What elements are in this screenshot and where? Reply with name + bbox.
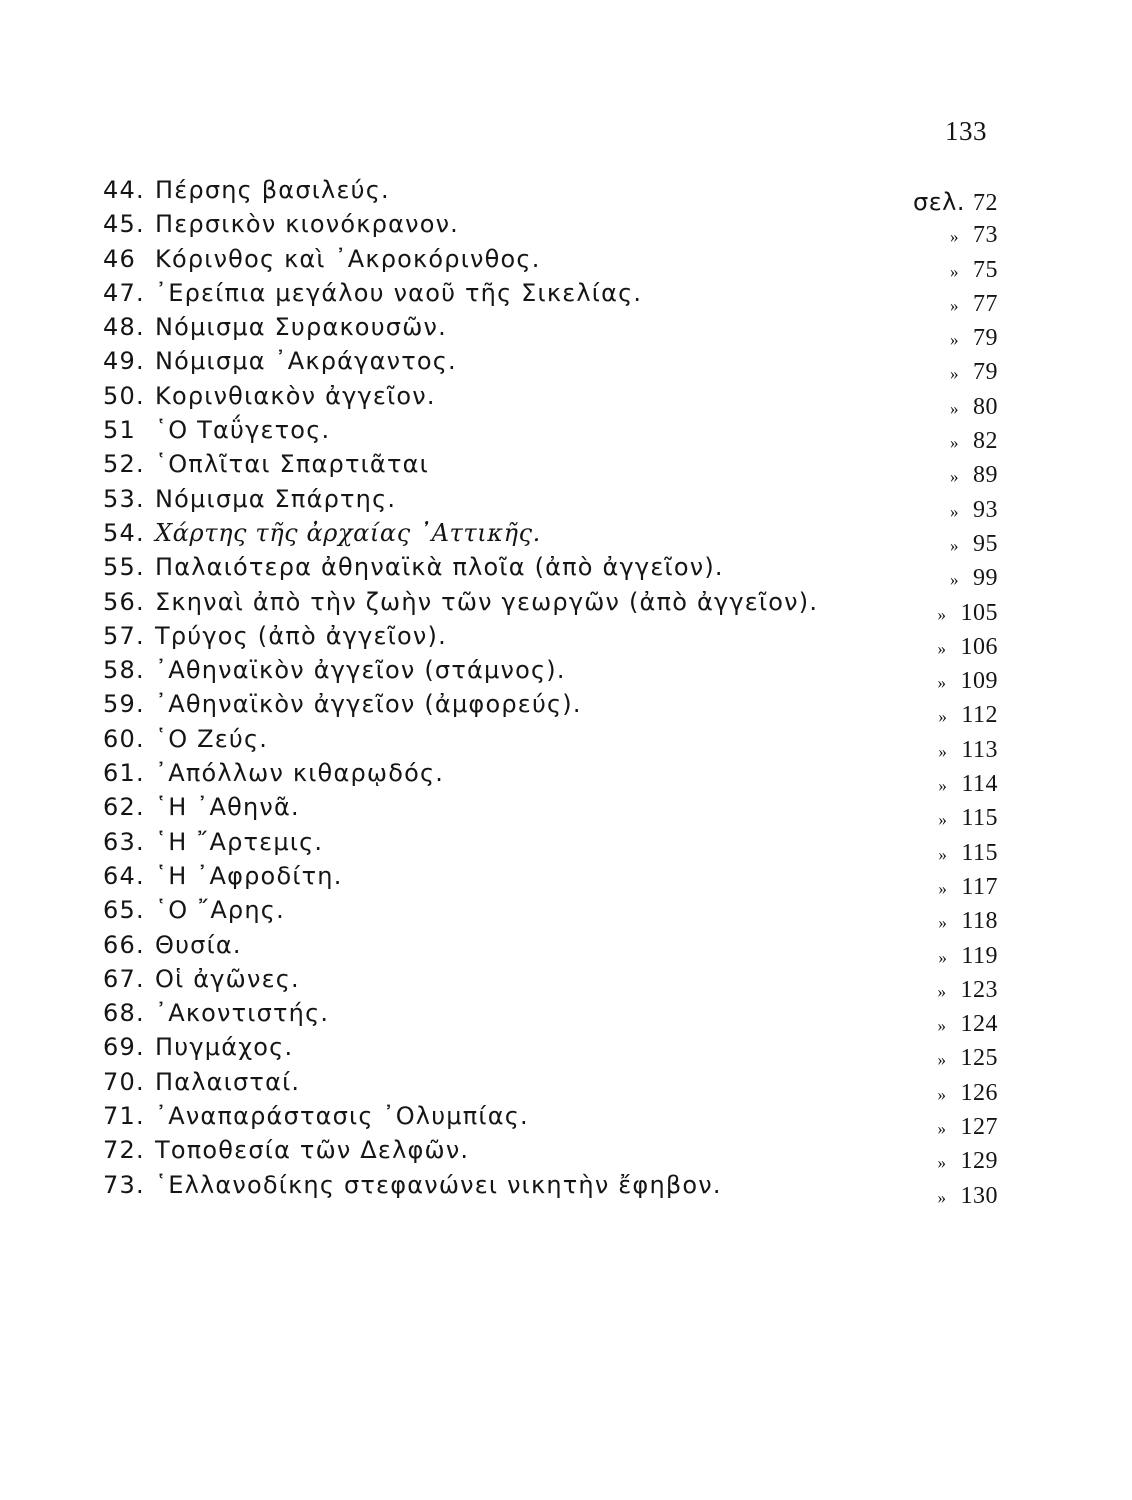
list-item (103, 278, 998, 317)
list-item (103, 724, 998, 763)
entry-number: 72. (103, 1136, 145, 1165)
entry-page-marker: » (937, 673, 947, 693)
entry-title: ᾿Αθηναϊκὸν ἀγγεῖον (ἀμφορεύς). (155, 690, 582, 719)
list-item (103, 244, 998, 283)
list-item (103, 416, 998, 455)
entry-page-number: 109 (960, 668, 998, 695)
entry-page-number: 82 (973, 428, 998, 455)
entry-number: 71. (103, 1102, 145, 1131)
entry-title: ᾿Αναπαράστασις ᾿Ολυμπίας. (155, 1102, 529, 1131)
entry-page-number: 106 (960, 633, 998, 660)
list-item (103, 656, 998, 695)
entry-page-number: 79 (973, 359, 998, 386)
entry-number: 53. (103, 484, 145, 513)
entry-number: 64. (103, 861, 145, 890)
entry-title: Οἱ ἀγῶνες. (155, 964, 300, 993)
entry-page-number: 123 (960, 976, 998, 1003)
list-item (103, 1102, 998, 1141)
entry-page-marker: » (950, 467, 959, 487)
entry-page-number: 75 (973, 256, 998, 283)
entry-title: ῾Ο ῎Αρης. (155, 896, 285, 925)
entry-page-marker: » (950, 398, 959, 418)
page-number: 133 (945, 116, 987, 146)
entry-page-number: 127 (960, 1114, 998, 1141)
list-item (103, 759, 998, 798)
list-item (103, 621, 998, 660)
entry-number: 56. (103, 587, 145, 616)
list-item (103, 964, 998, 1003)
entry-number: 54. (103, 518, 145, 547)
entry-page-number: 99 (973, 565, 998, 592)
entry-page-marker: » (950, 535, 959, 555)
entry-page-number: 93 (973, 496, 998, 523)
entry-page-number: 77 (973, 290, 998, 317)
entry-page-number: 118 (961, 908, 998, 935)
entry-page-number: 80 (973, 393, 998, 420)
entry-page-marker: » (950, 364, 959, 384)
list-item (103, 793, 998, 832)
entry-number: 47. (103, 278, 145, 307)
entry-page-marker: » (937, 638, 947, 658)
entry-page-number: 126 (960, 1079, 998, 1106)
entry-page-marker: » (937, 1187, 947, 1207)
entry-page-number: 115 (961, 839, 998, 866)
entry-page-marker: » (950, 330, 959, 350)
entry-page-number: 89 (973, 462, 998, 489)
entry-number: 58. (103, 656, 145, 685)
list-item (103, 930, 998, 969)
list-item (103, 1170, 998, 1209)
entry-title: ᾿Ερείπια μεγάλου ναοῦ τῆς Σικελίας. (155, 278, 643, 307)
entry-number: 50. (103, 381, 145, 410)
entry-number: 52. (103, 450, 145, 479)
entry-number: 48. (103, 313, 145, 342)
entry-title: ῾Ο Ζεύς. (155, 724, 269, 753)
entry-page-number: 114 (961, 771, 998, 798)
entry-page-number: 115 (961, 805, 998, 832)
entry-page-number: 112 (961, 702, 998, 729)
entry-page-marker: » (950, 227, 959, 247)
entry-page-number: 119 (961, 942, 998, 969)
entry-title: ᾿Απόλλων κιθαρῳδός. (155, 759, 445, 788)
list-item (103, 518, 998, 557)
entry-page-number: 125 (960, 1045, 998, 1072)
entry-number: 67. (103, 964, 145, 993)
entry-number: 69. (103, 1033, 145, 1062)
entry-page-number: 72 (973, 190, 998, 216)
entry-page-number: 73 (973, 222, 998, 249)
entry-page-marker: » (950, 433, 959, 453)
entry-page-ref (938, 1183, 999, 1210)
list-item (103, 1067, 998, 1106)
entry-page-marker: » (938, 776, 948, 796)
list-item (103, 690, 998, 729)
entry-number: 66. (103, 930, 145, 959)
entry-title: Νόμισμα ᾿Ακράγαντος. (155, 347, 457, 376)
entry-number: 44. (103, 176, 145, 204)
entry-page-marker: » (938, 913, 948, 933)
entry-page-marker: » (937, 1050, 947, 1070)
entry-page-marker: » (938, 810, 948, 830)
entry-page-number: 117 (961, 873, 998, 900)
entry-number: 55. (103, 553, 145, 582)
entry-page-marker: » (950, 501, 959, 521)
entry-page-marker: » (938, 878, 948, 898)
entry-page-marker: » (937, 1119, 947, 1139)
entry-page-marker: » (938, 844, 948, 864)
entry-title: Νόμισμα Συρακουσῶν. (155, 313, 447, 342)
entry-title: Παλαιότερα ἀθηναϊκὰ πλοῖα (ἀπὸ ἀγγεῖον). (155, 553, 724, 582)
list-item (103, 553, 998, 592)
list-item (103, 1136, 998, 1175)
list-item (103, 210, 998, 249)
entry-page-marker: » (937, 1084, 947, 1104)
list-item (103, 999, 998, 1038)
entry-page-marker: » (950, 295, 959, 315)
list-item (103, 861, 998, 900)
entry-number: 70. (103, 1067, 145, 1096)
entry-title: Τοποθεσία τῶν Δελφῶν. (155, 1136, 470, 1165)
entry-page-number: 113 (961, 736, 998, 763)
entry-title: ῾Ο Ταΰγετος. (155, 416, 331, 445)
entry-title: Πέρσης βασιλεύς. (155, 176, 390, 204)
entry-number: 46 (103, 244, 136, 273)
list-item (103, 176, 998, 216)
entry-page-number: 95 (973, 530, 998, 557)
entry-number: 59. (103, 690, 145, 719)
entry-title: ῾Η ᾿Αθηνᾶ. (155, 793, 300, 822)
entry-title: Χάρτης τῆς ἀρχαίας ᾿Αττικῆς. (155, 518, 541, 547)
entry-number: 68. (103, 999, 145, 1028)
entry-title: ῾Ελλανοδίκης στεφανώνει νικητὴν ἔφηβον. (155, 1170, 722, 1199)
entry-title: Περσικὸν κιονόκρανον. (155, 210, 460, 239)
entry-page-marker: » (950, 261, 959, 281)
entry-title: ᾿Ακοντιστής. (155, 999, 330, 1028)
entry-page-marker: » (937, 604, 947, 624)
entry-title: Νόμισμα Σπάρτης. (155, 484, 397, 513)
entry-number: 51 (103, 416, 136, 445)
list-item (103, 587, 998, 626)
entry-title: ῾Οπλῖται Σπαρτιᾶται (155, 450, 429, 479)
list-item (103, 896, 998, 935)
list-item (103, 827, 998, 866)
entry-number: 73. (103, 1170, 145, 1199)
entry-number: 63. (103, 827, 145, 856)
entry-number: 57. (103, 621, 145, 650)
entry-title: ᾿Αθηναϊκὸν ἀγγεῖον (στάμνος). (155, 656, 566, 685)
entry-number: 60. (103, 724, 145, 753)
entry-number: 45. (103, 210, 145, 239)
list-item (103, 313, 998, 352)
entry-title: Θυσία. (155, 930, 242, 959)
entry-title: Κορινθιακὸν ἀγγεῖον. (155, 381, 436, 410)
entry-title: Πυγμάχος. (155, 1033, 294, 1062)
list-item (103, 450, 998, 489)
entry-page-marker: » (938, 741, 948, 761)
entry-page-marker: » (938, 947, 948, 967)
entry-number: 61. (103, 759, 145, 788)
entry-title: Παλαισταί. (155, 1067, 301, 1096)
entry-page-number: 129 (960, 1148, 998, 1175)
entry-title: ῾Η ῎Αρτεμις. (155, 827, 324, 856)
entry-title: Κόρινθος καὶ ᾿Ακροκόρινθος. (155, 244, 541, 273)
list-item (103, 484, 998, 523)
entry-page-marker: » (950, 570, 959, 590)
entry-page-number: 124 (960, 1011, 998, 1038)
entry-page-number: 79 (973, 325, 998, 352)
entry-number: 62. (103, 793, 145, 822)
entry-page-marker: σελ. (912, 188, 965, 216)
entry-title: Τρύγος (ἀπὸ ἀγγεῖον). (155, 621, 447, 650)
entry-title: ῾Η ᾿Αφροδίτη. (155, 861, 343, 890)
list-item (103, 381, 998, 420)
list-item (103, 347, 998, 386)
entry-page-number: 130 (960, 1182, 998, 1209)
entry-title: Σκηναὶ ἀπὸ τὴν ζωὴν τῶν γεωργῶν (ἀπὸ ἀγγεῖον). (155, 587, 819, 616)
list-item (103, 1033, 998, 1072)
list-of-illustrations (103, 176, 998, 1209)
entry-page-marker: » (937, 1016, 947, 1036)
entry-number: 49. (103, 347, 145, 376)
entry-page-marker: » (937, 1153, 947, 1173)
entry-page-number: 105 (960, 599, 998, 626)
entry-page-marker: » (938, 707, 948, 727)
entry-page-marker: » (937, 981, 947, 1001)
entry-number: 65. (103, 896, 145, 925)
